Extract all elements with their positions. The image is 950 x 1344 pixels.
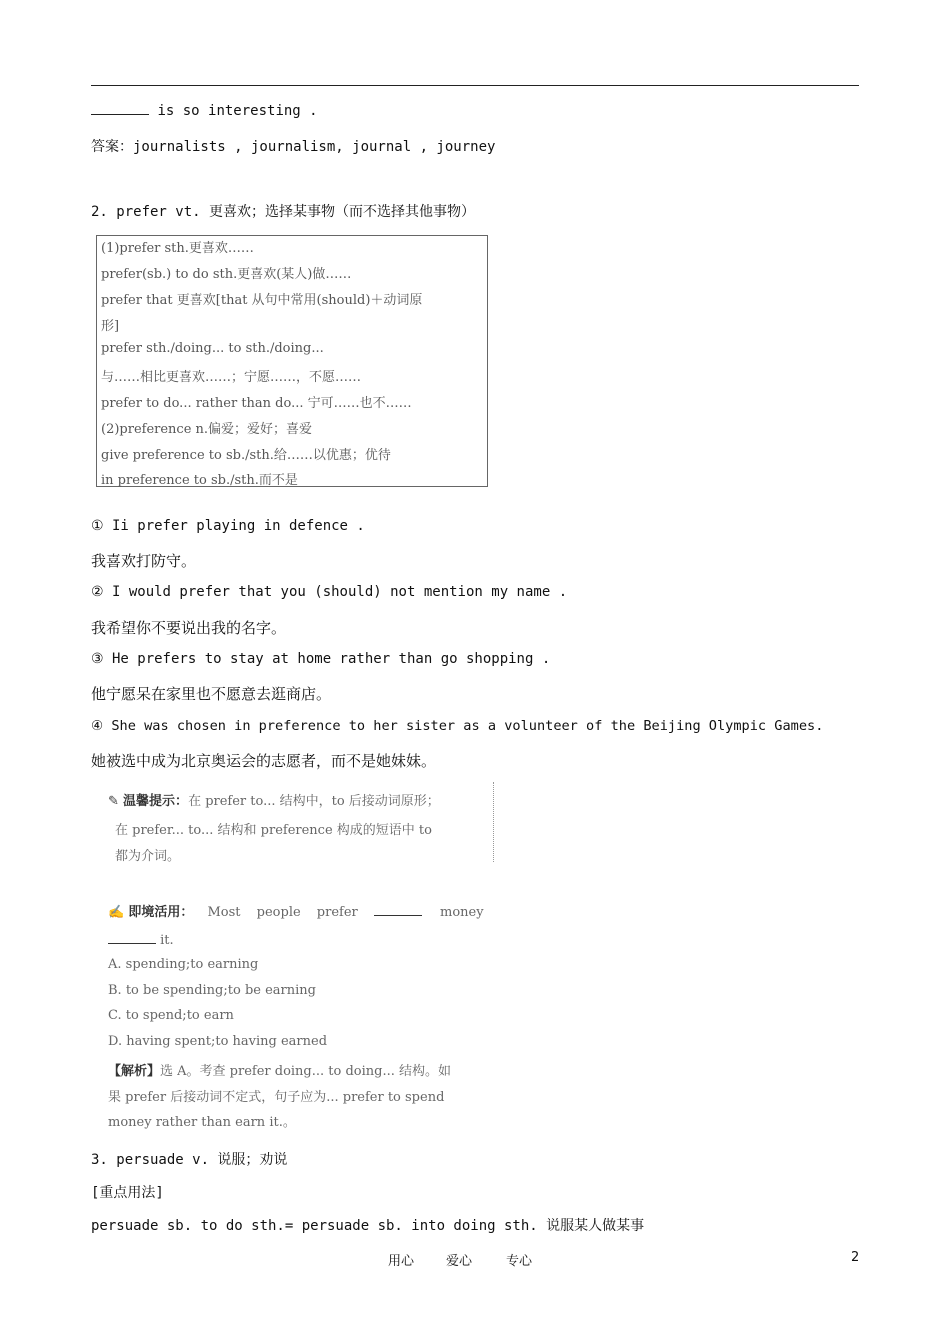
analysis-label: 【解析】 [108, 1064, 161, 1079]
usage-box [96, 235, 488, 487]
example-en: ② I would prefer that you (should) not mention my name . [91, 584, 568, 600]
analysis-text: 选 A。考查 prefer doing... to doing... 结构。如 [160, 1064, 451, 1079]
example-en: ① Ii prefer playing in defence . [91, 518, 365, 534]
usage-line: 与……相比更喜欢……；宁愿……，不愿…… [101, 370, 362, 385]
exercise-blank [108, 932, 156, 944]
pencil-icon: ✍ [108, 905, 125, 920]
usage-line: prefer that 更喜欢[that 从句中常用(should)＋动词原 [101, 293, 423, 308]
exercise-stem [108, 901, 484, 920]
analysis-line: money rather than earn it.。 [108, 1115, 296, 1130]
tip-line: 在 prefer... to... 结构和 preference 构成的短语中 to [115, 823, 432, 838]
exercise-stem-text: it. [160, 933, 174, 948]
example-zh: 我喜欢打防守。 [91, 552, 197, 570]
footer-word: 爱心 [446, 1254, 473, 1269]
tip-line: 在 prefer to... 结构中，to 后接动词原形； [188, 794, 440, 809]
usage-line: 形] [101, 319, 120, 334]
exercise-stem-cont [108, 932, 174, 948]
example-zh: 我希望你不要说出我的名字。 [91, 619, 287, 637]
exercise-option: A. spending;to earning [108, 957, 259, 972]
analysis-line: 果 prefer 后接动词不定式，句子应为... prefer to spend [108, 1090, 445, 1105]
analysis-line [108, 1060, 451, 1079]
section-2-heading: 2. prefer vt. 更喜欢；选择某事物（而不选择其他事物） [91, 204, 476, 220]
section-3-heading: 3. persuade v. 说服；劝说 [91, 1152, 288, 1168]
usage-line: in preference to sb./sth.而不是 [101, 473, 298, 488]
tip-label: 温馨提示： [123, 794, 189, 809]
example-en: ③ He prefers to stay at home rather than go shopping . [91, 651, 551, 667]
answer-line: 答案：journalists , journalism, journal , journey [91, 139, 496, 155]
fill-blank-line [91, 102, 318, 119]
exercise-stem-text: money [440, 905, 484, 920]
usage-line: give preference to sb./sth.给……以优惠；优待 [101, 448, 391, 463]
usage-line: prefer to do... rather than do... 宁可……也不…… [101, 396, 412, 411]
usage-line: (2)preference n.偏爱；爱好；喜爱 [101, 422, 313, 437]
example-zh: 他宁愿呆在家里也不愿意去逛商店。 [91, 685, 332, 703]
example-en: ④ She was chosen in preference to her sister as a volunteer of the Beijing Olympic Games. [91, 718, 824, 734]
exercise-label: 即境活用： [128, 905, 194, 920]
usage-line: prefer sth./doing... to sth./doing... [101, 341, 324, 356]
key-usage-label: [重点用法] [91, 1185, 164, 1201]
tip-divider [493, 782, 494, 862]
exercise-option: C. to spend;to earn [108, 1008, 234, 1023]
exercise-blank [374, 904, 422, 916]
page-number: 2 [851, 1250, 860, 1265]
tip-line: 都为介词。 [115, 849, 181, 864]
footer-word: 用心 [388, 1254, 415, 1269]
exercise-option: B. to be spending;to be earning [108, 983, 316, 998]
usage-line: prefer(sb.) to do sth.更喜欢(某人)做…… [101, 267, 352, 282]
tip-block [108, 790, 440, 809]
tip-icon: ✎ [108, 794, 119, 809]
fill-blank-text: is so interesting . [157, 103, 318, 119]
exercise-stem-text: Most people prefer [207, 905, 358, 920]
exercise-option: D. having spent;to having earned [108, 1034, 328, 1049]
usage-line: (1)prefer sth.更喜欢…… [101, 241, 254, 256]
key-usage-line: persuade sb. to do sth.= persuade sb. into doing sth. 说服某人做某事 [91, 1218, 645, 1234]
example-zh: 她被选中成为北京奥运会的志愿者，而不是她妹妹。 [91, 752, 437, 770]
footer-word: 专心 [506, 1254, 533, 1269]
answer-blank [91, 102, 149, 115]
header-rule [91, 85, 859, 86]
